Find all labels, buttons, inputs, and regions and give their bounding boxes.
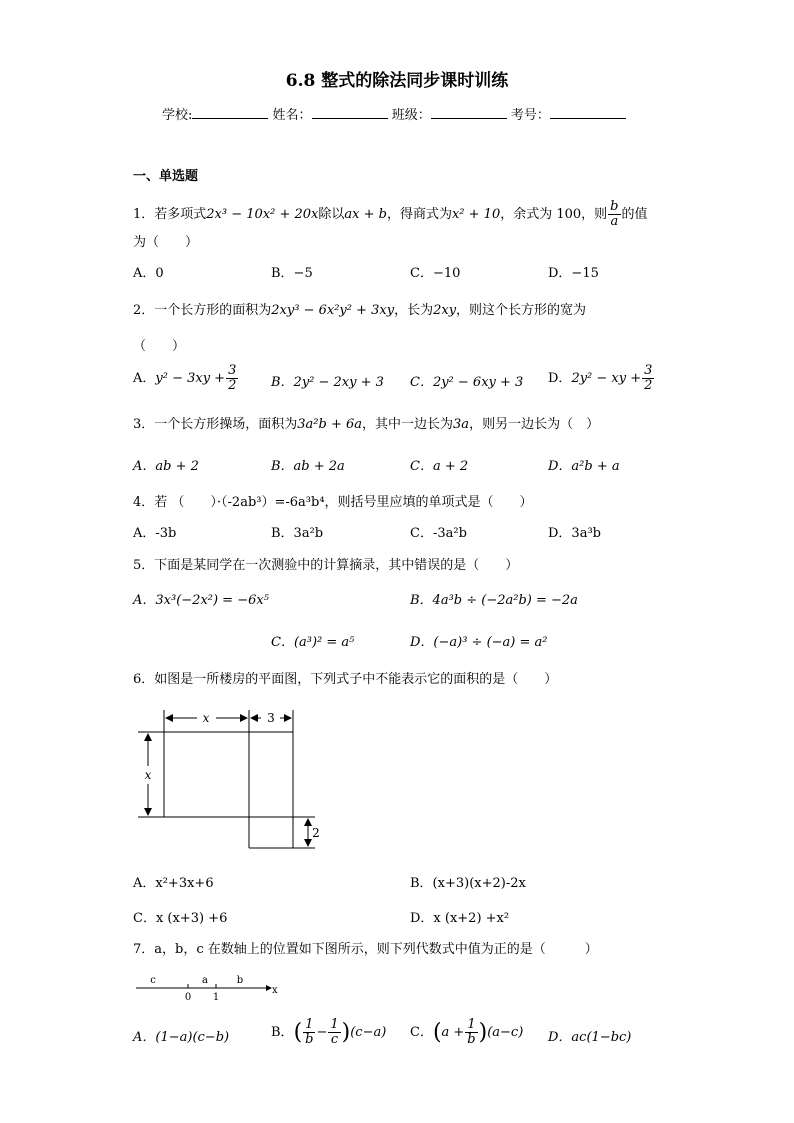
question-1-stem: [133, 200, 648, 230]
q1-text-a: 1．若多项式: [133, 207, 207, 223]
q3-expr-side: 3a: [453, 417, 470, 432]
q7-optb-den2: c: [330, 1032, 339, 1048]
q7-optc-label: C．: [410, 1025, 433, 1041]
exam-no-blank[interactable]: [550, 106, 626, 119]
axis-label-0: 0: [184, 992, 192, 1003]
q4-option-c[interactable]: C．-3a²b: [410, 526, 467, 541]
axis-label-b: b: [236, 975, 244, 986]
q3-text-b: ，其中一边长为: [362, 417, 454, 432]
q1-frac-num: b: [610, 199, 619, 214]
q2-optd-expr: 2y² − xy +: [571, 371, 642, 387]
q7-optc-den: b: [467, 1032, 476, 1048]
q1-text-c: ，得商式为: [386, 207, 452, 223]
q7-optb-paren-open: (: [293, 1019, 303, 1045]
dim-label-x-top: x: [202, 711, 210, 725]
dim-label-3: 3: [267, 711, 275, 725]
q7-optc-paren-close: ): [478, 1019, 488, 1045]
q1-expr-quotient: x² + 10: [451, 207, 501, 223]
q1-text-e: 的值: [621, 207, 648, 223]
q2-option-c[interactable]: C．2y² − 6xy + 3: [410, 375, 524, 390]
q6-option-c[interactable]: C．x (x+3) +6: [133, 911, 228, 926]
q2-text-a: 2．一个长方形的面积为: [133, 303, 272, 318]
q2-optd-den: 2: [644, 378, 653, 394]
axis-label-a: a: [202, 975, 208, 986]
q6-option-b[interactable]: B．(x+3)(x+2)-2x: [410, 876, 526, 891]
q7-option-c[interactable]: [410, 1018, 523, 1048]
q2-opta-den: 2: [228, 378, 237, 394]
q2-opta-num: 3: [228, 363, 237, 378]
q1-option-c[interactable]: C．−10: [410, 266, 461, 281]
q7-optc-tail: (a−c): [487, 1025, 524, 1041]
section-heading: 一、单选题: [133, 169, 199, 184]
q7-optb-num1: 1: [305, 1017, 314, 1032]
q1-frac-den: a: [610, 214, 619, 230]
q3-option-c[interactable]: C．a + 2: [410, 459, 469, 474]
q1-text-b: 除以: [318, 207, 345, 223]
q1-fraction-b-over-a: [608, 200, 620, 230]
q2-option-a[interactable]: [133, 364, 239, 394]
question-3-stem: [133, 418, 599, 431]
q5-option-a[interactable]: A．3x³(−2x²) = −6x⁵: [133, 593, 269, 608]
question-6-stem: 6．如图是一所楼房的平面图，下列式子中不能表示它的面积的是（ ）: [133, 672, 558, 687]
q7-option-b[interactable]: [271, 1018, 386, 1048]
q7-optb-frac2: [328, 1018, 340, 1048]
q7-optc-num: 1: [467, 1017, 476, 1032]
q2-opta-expr: y² − 3xy +: [155, 371, 226, 387]
q1-option-a[interactable]: A．0: [133, 266, 164, 281]
q2-opta-fraction: [226, 364, 238, 394]
axis-label-1: 1: [212, 992, 220, 1003]
q1-expr-dividend: 2x³ − 10x² + 20x: [206, 207, 319, 223]
q6-option-a[interactable]: A．x²+3x+6: [133, 876, 214, 891]
dim-label-x-left: x: [144, 768, 152, 782]
student-info-line: [162, 106, 626, 122]
q2-optd-label: D．: [548, 371, 572, 387]
q1-text-d: ，余式为 100，则: [500, 207, 608, 223]
q7-optb-tail: (c−a): [350, 1025, 387, 1041]
q7-optb-minus: −: [316, 1025, 328, 1041]
q5-option-b[interactable]: B．4a³b ÷ (−2a²b) = −2a: [410, 593, 578, 608]
q4-option-b[interactable]: B．3a²b: [271, 526, 324, 541]
class-blank[interactable]: [431, 106, 507, 119]
q1-option-d[interactable]: D．−15: [548, 266, 599, 281]
class-label: 班级：: [391, 108, 431, 123]
axis-label-c: c: [150, 975, 156, 986]
q2-expr-length: 2xy: [433, 303, 457, 318]
q3-text-c: ，则另一边长为（ ）: [469, 417, 600, 432]
question-4-stem: 4．若 （ ）·（-2ab³）=-6a³b⁴，则括号里应填的单项式是（ ）: [133, 495, 533, 510]
q7-optc-a: a +: [441, 1025, 465, 1041]
question-2-stem: [133, 304, 586, 317]
q3-option-b[interactable]: B．ab + 2a: [271, 459, 345, 474]
q3-text-a: 3．一个长方形操场，面积为: [133, 417, 298, 432]
q4-option-a[interactable]: A．-3b: [133, 526, 177, 541]
q7-optb-num2: 1: [330, 1017, 339, 1032]
floor-plan-figure: [130, 700, 330, 855]
q7-optc-frac: [465, 1018, 477, 1048]
q7-option-d[interactable]: D．ac(1−bc): [548, 1030, 632, 1045]
q1-text-f: 为（ ）: [133, 235, 199, 250]
q1-option-b[interactable]: B．−5: [271, 266, 313, 281]
q2-text-b: ，长为: [394, 303, 434, 318]
name-blank[interactable]: [312, 106, 388, 119]
exam-no-label: 考号：: [510, 108, 550, 123]
q5-option-d[interactable]: D．(−a)³ ÷ (−a) = a²: [410, 635, 548, 650]
number-line-figure: [132, 970, 282, 1004]
dim-label-2: 2: [312, 826, 320, 840]
question-7-stem: 7．a，b，c 在数轴上的位置如下图所示，则下列代数式中值为正的是（ ）: [133, 942, 598, 957]
q3-expr-area: 3a²b + 6a: [297, 417, 363, 432]
q7-optb-paren-close: ): [341, 1019, 351, 1045]
q2-optd-num: 3: [644, 363, 653, 378]
q7-optc-paren-open: (: [432, 1019, 442, 1045]
q5-option-c[interactable]: C．(a³)² = a⁵: [271, 635, 355, 650]
q7-optb-den1: b: [305, 1032, 314, 1048]
q2-opta-label: A．: [133, 371, 156, 387]
doc-title: 6.8 整式的除法同步课时训练: [285, 71, 509, 91]
q3-option-d[interactable]: D．a²b + a: [548, 459, 620, 474]
q7-optb-frac1: [303, 1018, 315, 1048]
q3-option-a[interactable]: A．ab + 2: [133, 459, 199, 474]
name-label: 姓名：: [272, 108, 312, 123]
q2-option-b[interactable]: B．2y² − 2xy + 3: [271, 375, 384, 390]
q4-option-d[interactable]: D．3a³b: [548, 526, 601, 541]
q2-expr-area: 2xy³ − 6x²y² + 3xy: [271, 303, 395, 318]
q2-optd-fraction: [642, 364, 654, 394]
question-5-stem: 5．下面是某同学在一次测验中的计算摘录，其中错误的是（ ）: [133, 558, 519, 573]
q2-text-d: （ ）: [133, 339, 186, 354]
q2-option-d[interactable]: [548, 364, 655, 394]
q7-optb-label: B．: [271, 1025, 294, 1041]
q7-option-a[interactable]: A．(1−a)(c−b): [133, 1030, 230, 1045]
q1-expr-divisor: ax + b: [344, 207, 387, 223]
q6-option-d[interactable]: D．x (x+2) +x²: [410, 911, 510, 926]
q2-text-c: ，则这个长方形的宽为: [456, 303, 587, 318]
axis-label-x: x: [272, 985, 278, 996]
school-blank[interactable]: [192, 106, 268, 119]
school-label: 学校:: [162, 108, 193, 123]
